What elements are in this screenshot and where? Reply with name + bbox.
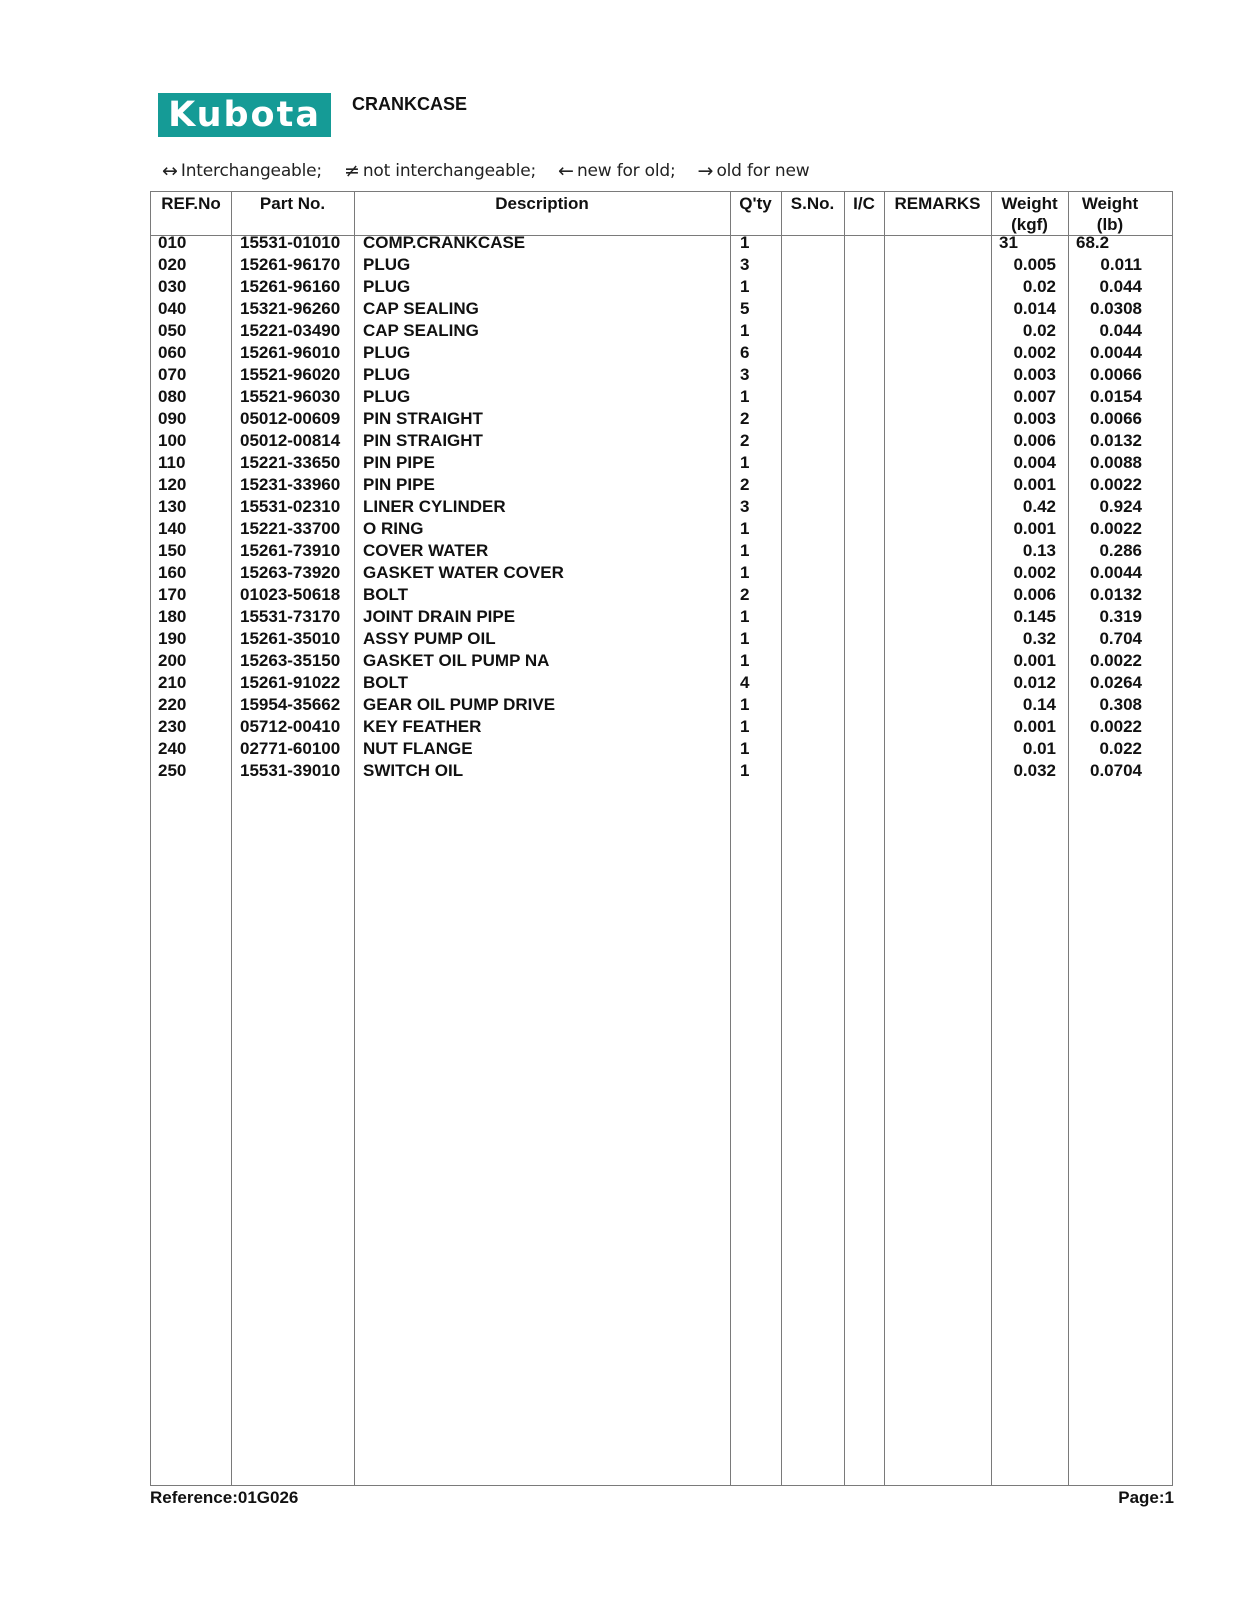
table-row [151, 232, 1172, 254]
cell-description: PIN PIPE [363, 475, 435, 494]
cell-part-no: 15521-96030 [240, 387, 341, 406]
cell-qty: 2 [740, 409, 750, 428]
cell-part-no: 15531-73170 [240, 607, 341, 626]
table-row [151, 694, 1172, 716]
cell-weight-lb: 0.044 [1099, 321, 1142, 340]
cell-description: CAP SEALING [363, 299, 479, 318]
cell-description: BOLT [363, 673, 409, 692]
cell-weight-lb: 0.286 [1099, 541, 1142, 560]
cell-weight-kgf: 0.012 [1013, 673, 1056, 692]
cell-ref-no: 130 [158, 497, 187, 516]
cell-qty: 1 [740, 651, 750, 670]
cell-part-no: 15321-96260 [240, 299, 341, 318]
cell-ref-no: 110 [158, 453, 186, 472]
table-row [151, 518, 1172, 540]
cell-weight-kgf: 0.145 [1013, 607, 1056, 626]
cell-ref-no: 140 [158, 519, 187, 538]
cell-weight-kgf: 31 [999, 233, 1018, 252]
table-row [151, 298, 1172, 320]
cell-description: COVER WATER [363, 541, 489, 560]
table-row [151, 430, 1172, 452]
header-remarks: REMARKS [894, 194, 981, 213]
kubota-logo [158, 93, 331, 137]
cell-ref-no: 250 [158, 761, 187, 780]
cell-ref-no: 230 [158, 717, 187, 736]
page-title: CRANKCASE [352, 94, 468, 114]
cell-description: CAP SEALING [363, 321, 479, 340]
cell-description: PLUG [363, 343, 411, 362]
cell-weight-lb: 0.308 [1099, 695, 1142, 714]
cell-description: LINER CYLINDER [363, 497, 506, 516]
header-serial-no: S.No. [790, 194, 835, 213]
cell-part-no: 05012-00814 [240, 431, 341, 450]
cell-qty: 1 [740, 761, 750, 780]
cell-part-no: 15261-73910 [240, 541, 341, 560]
cell-weight-kgf: 0.02 [1022, 277, 1056, 296]
cell-ref-no: 180 [158, 607, 187, 626]
footer-reference: Reference:01G026 [150, 1488, 299, 1507]
cell-description: GEAR OIL PUMP DRIVE [363, 695, 556, 714]
table-row [151, 342, 1172, 364]
cell-weight-lb: 0.0308 [1090, 299, 1142, 318]
cell-weight-lb: 0.044 [1099, 277, 1142, 296]
cell-description: COMP.CRANKCASE [363, 233, 526, 252]
footer-page-number: Page:1 [1118, 1488, 1174, 1507]
right-arrow-icon: → [697, 160, 714, 182]
cell-description: GASKET WATER COVER [363, 563, 564, 582]
header-weight-lb-line2: (lb) [1096, 215, 1124, 234]
cell-part-no: 01023-50618 [240, 585, 341, 604]
cell-weight-kgf: 0.42 [1022, 497, 1056, 516]
cell-part-no: 15231-33960 [240, 475, 341, 494]
cell-qty: 1 [740, 629, 750, 648]
cell-ref-no: 210 [158, 673, 187, 692]
cell-ref-no: 030 [158, 277, 187, 296]
cell-weight-kgf: 0.32 [1022, 629, 1056, 648]
cell-description: NUT FLANGE [363, 739, 473, 758]
cell-part-no: 15263-35150 [240, 651, 341, 670]
cell-part-no: 15954-35662 [240, 695, 341, 714]
not-equal-icon: ≠ [343, 160, 360, 182]
cell-ref-no: 050 [158, 321, 187, 340]
cell-ref-no: 080 [158, 387, 187, 406]
cell-qty: 1 [740, 233, 750, 252]
header-ic: I/C [853, 194, 875, 213]
cell-qty: 1 [740, 387, 750, 406]
cell-part-no: 15261-96010 [240, 343, 341, 362]
double-arrow-icon: ↔ [162, 160, 178, 182]
cell-ref-no: 220 [158, 695, 187, 714]
cell-qty: 1 [740, 541, 750, 560]
cell-ref-no: 240 [158, 739, 187, 758]
table-row [151, 320, 1172, 342]
table-row [151, 276, 1172, 298]
table-row [151, 672, 1172, 694]
cell-qty: 4 [740, 673, 750, 692]
cell-weight-lb: 0.0022 [1090, 651, 1142, 670]
cell-weight-lb: 0.0154 [1090, 387, 1142, 406]
table-row [151, 562, 1172, 584]
cell-part-no: 15221-33650 [240, 453, 341, 472]
table-row [151, 584, 1172, 606]
cell-description: KEY FEATHER [363, 717, 482, 736]
table-row [151, 452, 1172, 474]
cell-ref-no: 150 [158, 541, 187, 560]
cell-weight-lb: 0.0022 [1090, 475, 1142, 494]
cell-weight-kgf: 0.014 [1013, 299, 1056, 318]
cell-qty: 3 [740, 365, 750, 384]
cell-weight-lb: 0.011 [1100, 255, 1142, 274]
cell-part-no: 15261-96160 [240, 277, 341, 296]
table-row [151, 496, 1172, 518]
cell-qty: 3 [740, 255, 750, 274]
header-weight-kgf-line1: Weight [1001, 194, 1058, 213]
legend-label: Interchangeable; [180, 161, 322, 181]
cell-qty: 6 [740, 343, 750, 362]
cell-weight-lb: 0.0264 [1090, 673, 1142, 692]
cell-ref-no: 190 [158, 629, 187, 648]
cell-qty: 1 [740, 563, 750, 582]
header-weight-lb-line1: Weight [1081, 194, 1139, 213]
table-row [151, 540, 1172, 562]
cell-qty: 5 [740, 299, 750, 318]
cell-part-no: 15531-39010 [240, 761, 341, 780]
table-row [151, 650, 1172, 672]
table-row [151, 254, 1172, 276]
cell-ref-no: 100 [158, 431, 187, 450]
table-row [151, 474, 1172, 496]
cell-part-no: 15531-02310 [240, 497, 341, 516]
cell-description: GASKET OIL PUMP NA [363, 651, 550, 670]
cell-weight-lb: 0.319 [1099, 607, 1142, 626]
cell-weight-kgf: 0.001 [1013, 475, 1056, 494]
cell-qty: 1 [740, 277, 750, 296]
logo-text: Kubota [168, 95, 321, 135]
cell-weight-kgf: 0.13 [1022, 541, 1056, 560]
cell-qty: 1 [740, 607, 750, 626]
cell-ref-no: 010 [158, 233, 187, 252]
cell-qty: 1 [740, 739, 750, 758]
cell-weight-lb: 0.0022 [1090, 519, 1142, 538]
cell-weight-lb: 0.0044 [1090, 343, 1142, 362]
cell-ref-no: 060 [158, 343, 187, 362]
table-row [151, 386, 1172, 408]
cell-description: SWITCH OIL [363, 761, 464, 780]
cell-qty: 2 [740, 475, 750, 494]
legend-item-interchangeable [162, 160, 322, 182]
cell-weight-kgf: 0.003 [1013, 409, 1056, 428]
cell-weight-lb: 68.2 [1076, 233, 1110, 252]
cell-part-no: 15261-91022 [240, 673, 341, 692]
cell-weight-kgf: 0.14 [1022, 695, 1056, 714]
cell-qty: 2 [740, 585, 750, 604]
cell-ref-no: 160 [158, 563, 187, 582]
cell-weight-kgf: 0.001 [1013, 717, 1056, 736]
cell-weight-lb: 0.704 [1099, 629, 1142, 648]
cell-weight-lb: 0.0066 [1090, 365, 1142, 384]
cell-qty: 1 [740, 519, 750, 538]
cell-weight-kgf: 0.007 [1013, 387, 1056, 406]
cell-description: PLUG [363, 365, 411, 384]
cell-weight-kgf: 0.001 [1013, 651, 1056, 670]
header-part-no: Part No. [259, 194, 326, 213]
cell-weight-lb: 0.022 [1099, 739, 1142, 758]
cell-ref-no: 090 [158, 409, 187, 428]
interchangeability-legend [162, 160, 831, 182]
table-row [151, 716, 1172, 738]
cell-part-no: 15531-01010 [240, 233, 341, 252]
legend-label: new for old; [576, 161, 676, 181]
cell-ref-no: 040 [158, 299, 187, 318]
cell-qty: 2 [740, 431, 750, 450]
cell-ref-no: 170 [158, 585, 187, 604]
legend-item-not-interchangeable [344, 160, 536, 182]
cell-description: PLUG [363, 277, 411, 296]
table-row [151, 738, 1172, 760]
legend-item-old-for-new [698, 160, 810, 182]
cell-part-no: 15263-73920 [240, 563, 341, 582]
cell-weight-lb: 0.0066 [1090, 409, 1142, 428]
header-weight-kgf-line2: (kgf) [1011, 215, 1048, 234]
legend-label: not interchangeable; [362, 161, 537, 181]
table-row [151, 408, 1172, 430]
cell-description: O RING [363, 519, 424, 538]
cell-ref-no: 200 [158, 651, 187, 670]
cell-ref-no: 020 [158, 255, 187, 274]
cell-weight-lb: 0.0044 [1090, 563, 1142, 582]
cell-description: PIN STRAIGHT [363, 431, 483, 450]
cell-description: PLUG [363, 387, 411, 406]
table-row [151, 760, 1172, 782]
legend-item-new-for-old [558, 160, 675, 182]
table-row [151, 364, 1172, 386]
cell-ref-no: 070 [158, 365, 187, 384]
cell-weight-lb: 0.0132 [1090, 431, 1142, 450]
cell-description: PIN STRAIGHT [363, 409, 483, 428]
cell-weight-kgf: 0.006 [1013, 585, 1056, 604]
cell-weight-kgf: 0.003 [1013, 365, 1056, 384]
cell-weight-kgf: 0.02 [1022, 321, 1056, 340]
header-description: Description [495, 194, 589, 213]
cell-weight-lb: 0.924 [1099, 497, 1142, 516]
cell-part-no: 15221-33700 [240, 519, 341, 538]
cell-weight-lb: 0.0132 [1090, 585, 1142, 604]
cell-qty: 1 [740, 453, 750, 472]
cell-description: PIN PIPE [363, 453, 435, 472]
parts-table [150, 191, 1173, 1486]
cell-part-no: 05012-00609 [240, 409, 341, 428]
cell-weight-kgf: 0.005 [1013, 255, 1056, 274]
cell-description: BOLT [363, 585, 409, 604]
table-row [151, 606, 1172, 628]
header-weight-kgf [991, 192, 1068, 235]
cell-weight-kgf: 0.01 [1022, 739, 1056, 758]
cell-part-no: 15261-96170 [240, 255, 341, 274]
table-row [151, 628, 1172, 650]
cell-weight-kgf: 0.002 [1013, 563, 1056, 582]
cell-description: ASSY PUMP OIL [363, 629, 496, 648]
cell-ref-no: 120 [158, 475, 187, 494]
header-weight-lb [1068, 192, 1152, 235]
cell-weight-kgf: 0.006 [1013, 431, 1056, 450]
left-arrow-icon: ← [558, 160, 574, 182]
header-ref-no: REF.No [161, 194, 221, 213]
cell-qty: 3 [740, 497, 750, 516]
cell-weight-kgf: 0.032 [1013, 761, 1056, 780]
legend-label: old for new [716, 161, 810, 181]
cell-part-no: 15521-96020 [240, 365, 341, 384]
cell-qty: 1 [740, 695, 750, 714]
cell-weight-kgf: 0.002 [1013, 343, 1056, 362]
cell-part-no: 15221-03490 [240, 321, 341, 340]
cell-description: PLUG [363, 255, 411, 274]
cell-weight-lb: 0.0704 [1090, 761, 1142, 780]
cell-weight-kgf: 0.001 [1013, 519, 1056, 538]
cell-weight-lb: 0.0088 [1090, 453, 1142, 472]
cell-part-no: 05712-00410 [240, 717, 341, 736]
cell-qty: 1 [740, 717, 750, 736]
cell-qty: 1 [740, 321, 750, 340]
header-qty: Q'ty [739, 194, 772, 213]
cell-part-no: 15261-35010 [240, 629, 341, 648]
cell-description: JOINT DRAIN PIPE [363, 607, 516, 626]
cell-weight-lb: 0.0022 [1090, 717, 1142, 736]
cell-part-no: 02771-60100 [240, 739, 341, 758]
cell-weight-kgf: 0.004 [1013, 453, 1056, 472]
